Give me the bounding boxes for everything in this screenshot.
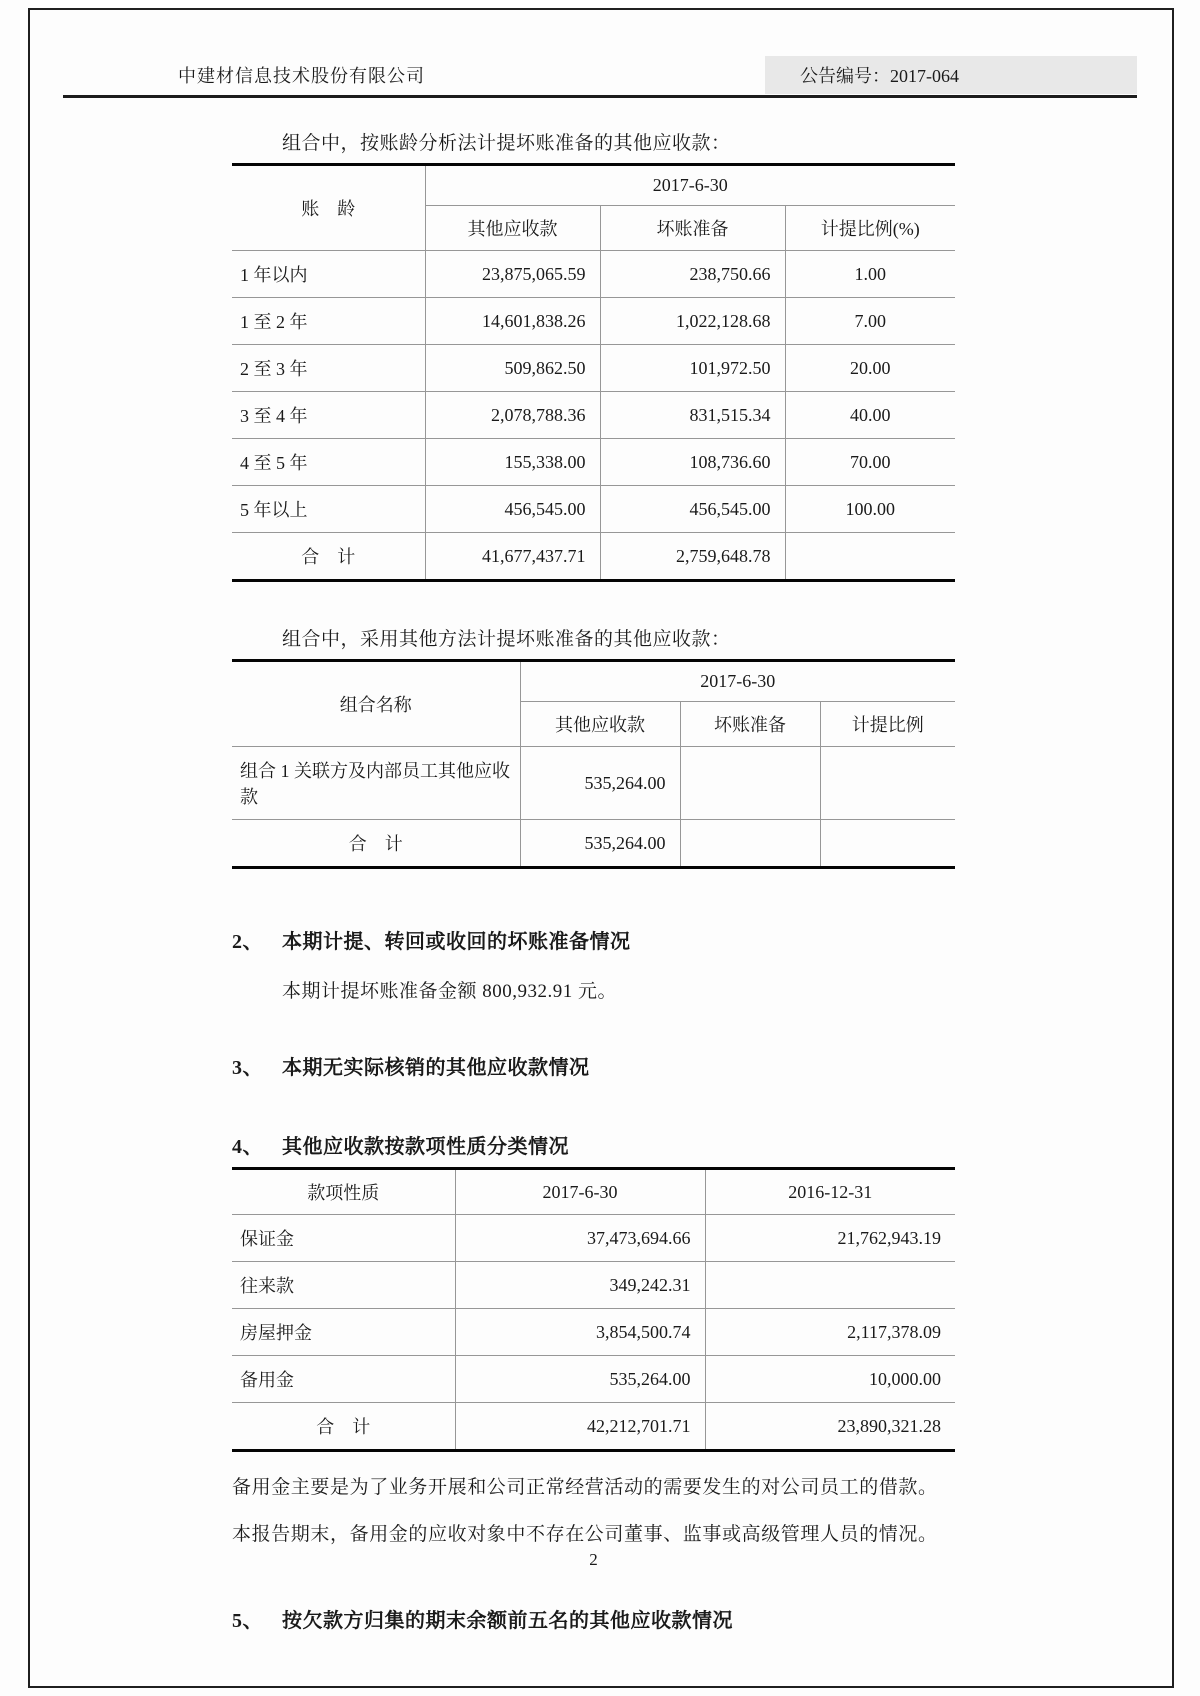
row-receivable: 155,338.00: [425, 439, 600, 486]
row-receivable: 456,545.00: [425, 486, 600, 533]
row-baddebt: 831,515.34: [600, 392, 785, 439]
row-receivable: 535,264.00: [520, 747, 680, 820]
table-row: [232, 1309, 955, 1356]
row-baddebt: 456,545.00: [600, 486, 785, 533]
section2-title: 本期计提、转回或收回的坏账准备情况: [282, 931, 631, 953]
row-baddebt: [680, 747, 820, 820]
row-2016: [705, 1262, 955, 1309]
table-row: [232, 439, 955, 486]
table-row: [232, 345, 955, 392]
total-label: 合 计: [232, 1403, 455, 1451]
row-receivable: 23,875,065.59: [425, 251, 600, 298]
row-2016: 10,000.00: [705, 1356, 955, 1403]
page-number: 2: [589, 1550, 598, 1569]
row-ratio: 1.00: [785, 251, 955, 298]
total-baddebt: 2,759,648.78: [600, 533, 785, 581]
table3-col-nature: 款项性质: [232, 1169, 455, 1215]
note-line-2: 本报告期末，备用金的应收对象中不存在公司董事、监事或高级管理人员的情况。: [232, 1524, 938, 1545]
total-baddebt: [680, 820, 820, 868]
row-2017: 349,242.31: [455, 1262, 705, 1309]
row-label: 1 年以内: [232, 251, 425, 298]
section2-body: 本期计提坏账准备金额 800,932.91 元。: [282, 981, 618, 1002]
table1-col-ratio: 计提比例(%): [785, 206, 955, 251]
table-row: [232, 747, 955, 820]
table1-col-baddebt: 坏账准备: [600, 206, 785, 251]
section2-heading: [232, 925, 955, 954]
table-total-row: [232, 1403, 955, 1451]
row-label: 备用金: [232, 1356, 455, 1403]
table3-col-2017: 2017-6-30: [455, 1169, 705, 1215]
row-receivable: 509,862.50: [425, 345, 600, 392]
section5-number: 5、: [232, 1610, 263, 1632]
table-row: [232, 251, 955, 298]
company-name: 中建材信息技术股份有限公司: [178, 66, 425, 86]
table-row: [232, 1262, 955, 1309]
section4-number: 4、: [232, 1136, 263, 1158]
table-row: [232, 298, 955, 345]
row-ratio: 70.00: [785, 439, 955, 486]
table1-period-header: 2017-6-30: [425, 165, 955, 206]
table2-col-receivable: 其他应收款: [520, 702, 680, 747]
document-content: [232, 128, 955, 1633]
table2-period-header: 2017-6-30: [520, 661, 955, 702]
notice-number: 公告编号：2017-064: [800, 66, 959, 86]
row-label: 房屋押金: [232, 1309, 455, 1356]
section3-heading: [232, 1051, 955, 1080]
table1-row-header: 账 龄: [232, 165, 425, 251]
row-label: 2 至 3 年: [232, 345, 425, 392]
total-ratio: [820, 820, 955, 868]
table-row: [232, 1215, 955, 1262]
note-line-1: 备用金主要是为了业务开展和公司正常经营活动的需要发生的对公司员工的借款。: [232, 1477, 938, 1498]
total-receivable: 535,264.00: [520, 820, 680, 868]
section4-heading: [232, 1130, 955, 1159]
table-row: [232, 486, 955, 533]
row-2017: 535,264.00: [455, 1356, 705, 1403]
row-2016: 21,762,943.19: [705, 1215, 955, 1262]
section3-number: 3、: [232, 1057, 263, 1079]
section2-number: 2、: [232, 931, 263, 953]
table2-col-ratio: 计提比例: [820, 702, 955, 747]
table-total-row: [232, 533, 955, 581]
row-label: 4 至 5 年: [232, 439, 425, 486]
row-ratio: 100.00: [785, 486, 955, 533]
row-label: 保证金: [232, 1215, 455, 1262]
section4-title: 其他应收款按款项性质分类情况: [282, 1136, 569, 1158]
row-ratio: 7.00: [785, 298, 955, 345]
total-label: 合 计: [232, 533, 425, 581]
row-label: 3 至 4 年: [232, 392, 425, 439]
row-ratio: 20.00: [785, 345, 955, 392]
table-row: [232, 392, 955, 439]
row-label: 1 至 2 年: [232, 298, 425, 345]
row-label: 往来款: [232, 1262, 455, 1309]
header-rule: [63, 95, 1137, 98]
page-header: [63, 56, 1137, 96]
total-label: 合 计: [232, 820, 520, 868]
table-total-row: [232, 820, 955, 868]
row-label: 5 年以上: [232, 486, 425, 533]
nature-classification-table: [232, 1167, 955, 1452]
table3-col-2016: 2016-12-31: [705, 1169, 955, 1215]
section5-title: 按欠款方归集的期末余额前五名的其他应收款情况: [282, 1610, 733, 1632]
total-receivable: 41,677,437.71: [425, 533, 600, 581]
total-2017: 42,212,701.71: [455, 1403, 705, 1451]
row-receivable: 2,078,788.36: [425, 392, 600, 439]
row-baddebt: 238,750.66: [600, 251, 785, 298]
section5-heading: [232, 1604, 955, 1633]
other-method-table: [232, 659, 955, 869]
table2-row-header: 组合名称: [232, 661, 520, 747]
row-baddebt: 1,022,128.68: [600, 298, 785, 345]
row-receivable: 14,601,838.26: [425, 298, 600, 345]
row-2017: 37,473,694.66: [455, 1215, 705, 1262]
row-2016: 2,117,378.09: [705, 1309, 955, 1356]
row-ratio: [820, 747, 955, 820]
table1-title: 组合中，按账龄分析法计提坏账准备的其他应收款：: [282, 133, 731, 154]
table1-col-receivable: 其他应收款: [425, 206, 600, 251]
aging-analysis-table: [232, 163, 955, 582]
row-2017: 3,854,500.74: [455, 1309, 705, 1356]
reserve-fund-note: [232, 1464, 955, 1558]
table2-title: 组合中，采用其他方法计提坏账准备的其他应收款：: [282, 629, 731, 650]
row-label: 组合 1 关联方及内部员工其他应收款: [232, 747, 520, 820]
table-row: [232, 1356, 955, 1403]
total-2016: 23,890,321.28: [705, 1403, 955, 1451]
table2-col-baddebt: 坏账准备: [680, 702, 820, 747]
row-baddebt: 108,736.60: [600, 439, 785, 486]
total-ratio: [785, 533, 955, 581]
section3-title: 本期无实际核销的其他应收款情况: [282, 1057, 590, 1079]
row-baddebt: 101,972.50: [600, 345, 785, 392]
row-ratio: 40.00: [785, 392, 955, 439]
